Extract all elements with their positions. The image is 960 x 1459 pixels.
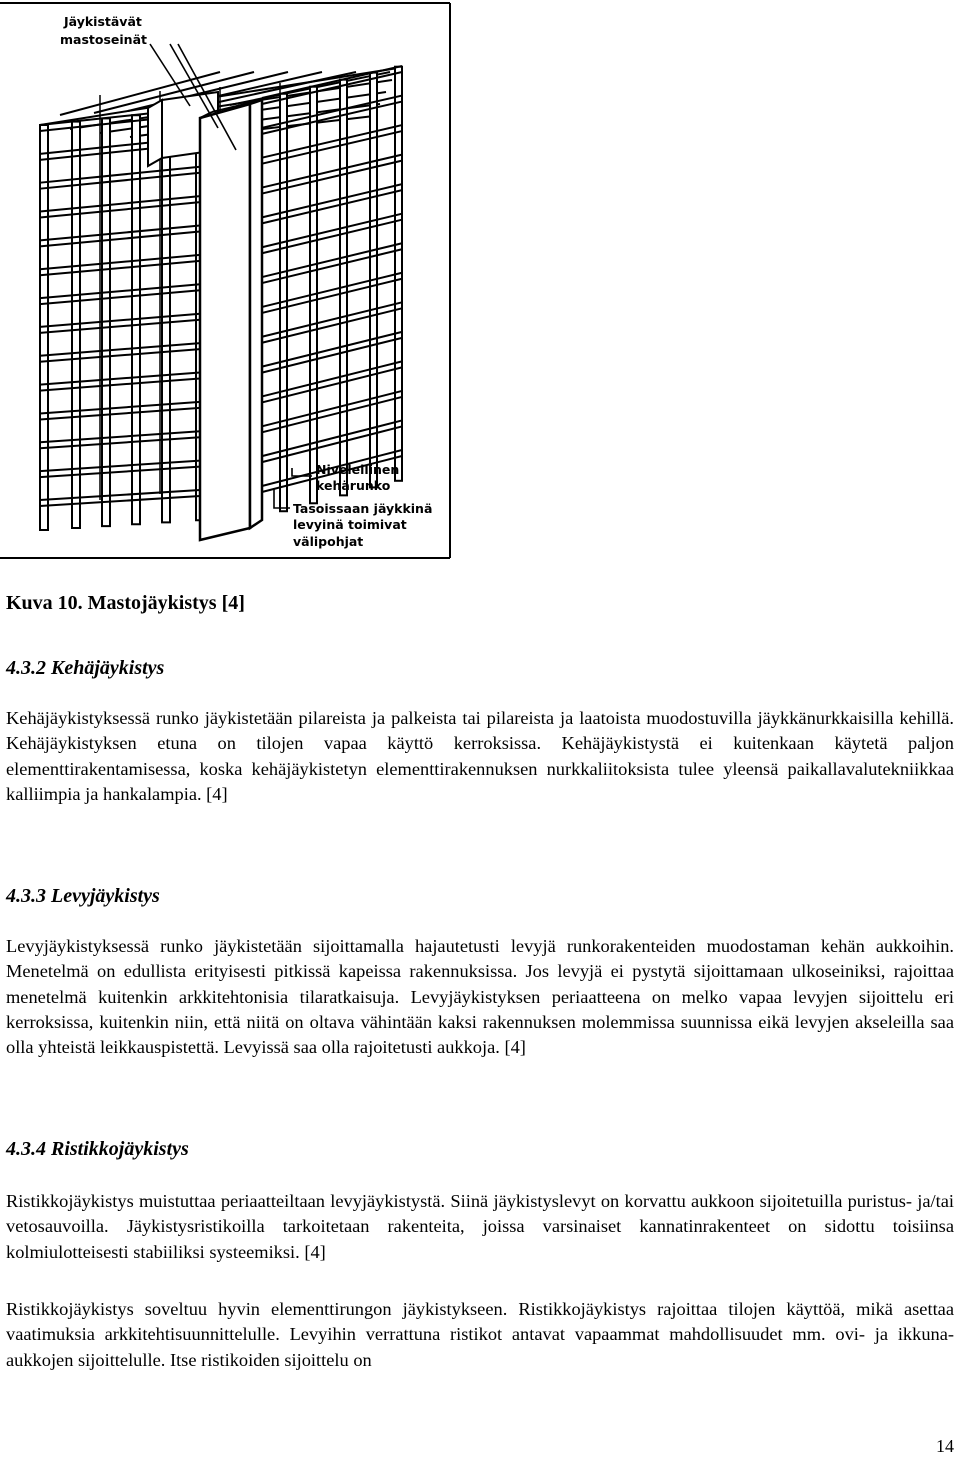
heading-frame-bracing: 4.3.2 Kehäjäykistys xyxy=(6,657,165,679)
label-slabs-1: Tasoissaan jäykkinä xyxy=(293,501,433,516)
building-frame-figure xyxy=(0,0,460,565)
label-frame-1: Nivelellinen xyxy=(316,462,400,477)
label-slabs-2: levyinä toimivat xyxy=(293,517,407,532)
paragraph-truss-bracing-1: Ristikkojäykistys muistuttaa periaatteiltaan levyjäykistystä. Siinä jäykistyslevyt on korvattu aukkoon sijoitetuilla puristus- ja/tai vetosauvoilla. Jäykistysristikoilla tarkoitetaan rakenteita, joissa varsinaiset kannatinrakenteet on sidottu toisiinsa kolmiulotteisesti stabiiliksi systeemiksi. [4] xyxy=(6,1191,954,1262)
building-frame-drawing xyxy=(0,0,460,565)
heading-truss-bracing: 4.3.4 Ristikkojäykistys xyxy=(6,1138,189,1160)
label-shear-walls-1: Jäykistävät xyxy=(64,14,142,29)
shear-wall-front xyxy=(200,100,262,540)
label-frame-2: kehärunko xyxy=(316,478,391,493)
label-slabs-3: välipohjat xyxy=(293,534,364,549)
page-number: 14 xyxy=(936,1436,954,1456)
label-shear-walls-2: mastoseinät xyxy=(60,32,147,47)
paragraph-frame-bracing: Kehäjäykistyksessä runko jäykistetään pilareista ja palkeista tai pilareista ja laatoista muodostuvilla jäykkänurkkaisilla kehillä. Kehäjäykistyksen etuna on tilojen vapaa käyttö kerroksissa. Kehäjäykistystä ei kuitenkaan käytetä paljon elementtirakentamisessa, koska kehäjäykistetyn elementtirakennuksen nurkkaliitoksista tulee yleensä paikallavalutekniikkaa kalliimpia ja hankalampia. [4] xyxy=(6,708,954,804)
heading-panel-bracing: 4.3.3 Levyjäykistys xyxy=(6,885,160,907)
figure-caption: Kuva 10. Mastojäykistys [4] xyxy=(6,592,245,614)
paragraph-truss-bracing-2: Ristikkojäykistys soveltuu hyvin elementtirungon jäykistykseen. Ristikkojäykistys rajoittaa tilojen käyttöä, mikä asettaa vaatimuksia arkkitehtisuunnittelulle. Levyihin verrattuna ristikot antavat vapaammat mahdollisuudet mm. ovi- ja ikkuna-aukkojen sijoittelulle. Itse ristikoiden sijoittelu on xyxy=(6,1299,954,1370)
paragraph-panel-bracing: Levyjäykistyksessä runko jäykistetään sijoittamalla hajautetusti levyjä runkorakenteiden muodostaman kehän aukkoihin. Menetelmä on edullista erityisesti pitkissä kapeissa rakennuksissa. Jos levyjä ei pystytä sijoittamaan ulkoseiniksi, rajoittaa menetelmä kuitenkin arkkitehtonisia tilaratkaisuja. Levyjäykistyksen periaatteena on melko vapaa levyjen sijoittelu eri kerroksissa, kuitenkin niin, että niitä on oltava vähintään kaksi rakennuksen molemmissa suunnissa eikä levyjen akseleilla saa olla yhteistä leikkauspistettä. Levyissä saa olla rajoitetusti aukkoja. [4] xyxy=(6,936,954,1058)
